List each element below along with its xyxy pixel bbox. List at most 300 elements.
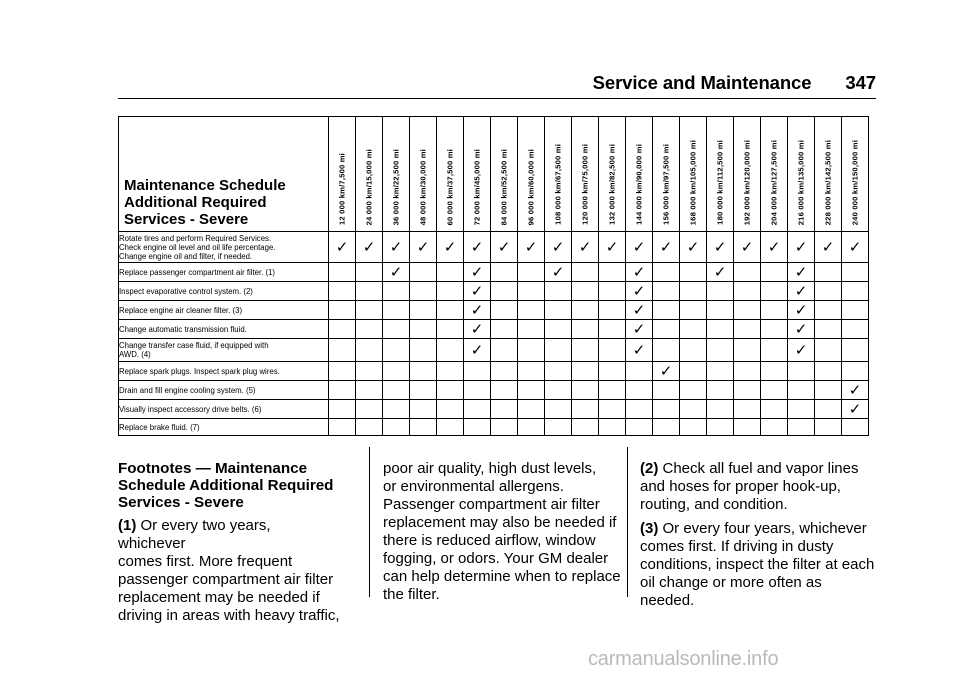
interval-header bbox=[464, 117, 491, 232]
footnotes-title-line: Services - Severe bbox=[118, 494, 244, 511]
empty-cell bbox=[383, 301, 410, 320]
check-mark-icon: ✓ bbox=[329, 232, 356, 263]
check-mark-icon: ✓ bbox=[464, 263, 491, 282]
empty-cell bbox=[734, 263, 761, 282]
footnote-text: there is reduced airflow, window bbox=[383, 532, 596, 549]
empty-cell bbox=[464, 362, 491, 381]
service-description bbox=[119, 362, 329, 381]
interval-header bbox=[761, 117, 788, 232]
empty-cell bbox=[464, 419, 491, 436]
check-mark-icon: ✓ bbox=[518, 232, 545, 263]
check-mark-icon: ✓ bbox=[788, 232, 815, 263]
check-mark-icon: ✓ bbox=[545, 263, 572, 282]
empty-cell bbox=[707, 320, 734, 339]
footnote-number: (1) bbox=[118, 517, 137, 534]
interval-header bbox=[437, 117, 464, 232]
footnote-text: replacement may be needed if bbox=[118, 589, 320, 606]
empty-cell bbox=[329, 282, 356, 301]
empty-cell bbox=[734, 301, 761, 320]
check-mark-icon: ✓ bbox=[788, 282, 815, 301]
empty-cell bbox=[329, 381, 356, 400]
interval-label: 192 000 km/120,000 mi bbox=[742, 139, 752, 225]
interval-label: 60 000 km/37,500 mi bbox=[445, 148, 455, 225]
service-line: Replace engine air cleaner filter. (3) bbox=[119, 305, 243, 315]
empty-cell bbox=[680, 362, 707, 381]
empty-cell bbox=[734, 381, 761, 400]
table-title-line: Services - Severe bbox=[124, 211, 249, 228]
empty-cell bbox=[383, 339, 410, 362]
service-line: AWD. (4) bbox=[119, 350, 151, 359]
interval-label: 228 000 km/142,500 mi bbox=[823, 139, 833, 225]
empty-cell bbox=[761, 362, 788, 381]
footnote-text: driving in areas with heavy traffic, bbox=[118, 607, 340, 624]
empty-cell bbox=[599, 362, 626, 381]
empty-cell bbox=[815, 362, 842, 381]
empty-cell bbox=[329, 400, 356, 419]
empty-cell bbox=[599, 419, 626, 436]
table-header-row bbox=[119, 117, 869, 232]
interval-header bbox=[815, 117, 842, 232]
check-mark-icon: ✓ bbox=[788, 301, 815, 320]
empty-cell bbox=[356, 320, 383, 339]
check-mark-icon: ✓ bbox=[842, 381, 869, 400]
empty-cell bbox=[653, 263, 680, 282]
empty-cell bbox=[329, 362, 356, 381]
interval-label: 240 000 km/150,000 mi bbox=[850, 139, 860, 225]
empty-cell bbox=[734, 339, 761, 362]
check-mark-icon: ✓ bbox=[356, 232, 383, 263]
empty-cell bbox=[680, 320, 707, 339]
empty-cell bbox=[329, 301, 356, 320]
empty-cell bbox=[437, 400, 464, 419]
footnote-text: the filter. bbox=[383, 586, 440, 603]
empty-cell bbox=[545, 301, 572, 320]
table-row bbox=[119, 282, 869, 301]
check-mark-icon: ✓ bbox=[437, 232, 464, 263]
empty-cell bbox=[437, 339, 464, 362]
empty-cell bbox=[734, 320, 761, 339]
empty-cell bbox=[491, 320, 518, 339]
interval-label: 48 000 km/30,000 mi bbox=[418, 148, 428, 225]
empty-cell bbox=[788, 400, 815, 419]
empty-cell bbox=[410, 400, 437, 419]
footnote-text: poor air quality, high dust levels, bbox=[383, 460, 597, 477]
empty-cell bbox=[842, 320, 869, 339]
interval-header bbox=[707, 117, 734, 232]
check-mark-icon: ✓ bbox=[599, 232, 626, 263]
check-mark-icon: ✓ bbox=[464, 339, 491, 362]
check-mark-icon: ✓ bbox=[788, 320, 815, 339]
empty-cell bbox=[653, 301, 680, 320]
empty-cell bbox=[626, 362, 653, 381]
empty-cell bbox=[437, 263, 464, 282]
interval-label: 216 000 km/135,000 mi bbox=[796, 139, 806, 225]
interval-label: 72 000 km/45,000 mi bbox=[472, 148, 482, 225]
empty-cell bbox=[518, 419, 545, 436]
empty-cell bbox=[383, 381, 410, 400]
interval-header bbox=[356, 117, 383, 232]
empty-cell bbox=[410, 362, 437, 381]
footnotes-column-3 bbox=[640, 460, 880, 616]
interval-label: 96 000 km/60,000 mi bbox=[526, 148, 536, 225]
empty-cell bbox=[491, 381, 518, 400]
empty-cell bbox=[707, 362, 734, 381]
empty-cell bbox=[599, 282, 626, 301]
empty-cell bbox=[329, 339, 356, 362]
empty-cell bbox=[518, 320, 545, 339]
empty-cell bbox=[626, 381, 653, 400]
table-row bbox=[119, 400, 869, 419]
watermark: carmanualsonline.info bbox=[588, 648, 779, 670]
maintenance-schedule-table bbox=[118, 116, 869, 436]
interval-label: 108 000 km/67,500 mi bbox=[553, 144, 563, 225]
empty-cell bbox=[410, 320, 437, 339]
footnote-text: comes first. If driving in dusty bbox=[640, 538, 834, 555]
empty-cell bbox=[815, 339, 842, 362]
service-line: Check engine oil level and oil life percentage. bbox=[119, 242, 276, 252]
footnote-text: conditions, inspect the filter at each bbox=[640, 556, 875, 573]
empty-cell bbox=[788, 419, 815, 436]
table-row bbox=[119, 232, 869, 263]
empty-cell bbox=[329, 419, 356, 436]
empty-cell bbox=[356, 362, 383, 381]
interval-header bbox=[842, 117, 869, 232]
column-divider bbox=[369, 447, 370, 597]
check-mark-icon: ✓ bbox=[707, 263, 734, 282]
table-title-line: Additional Required bbox=[124, 194, 267, 211]
footnotes-column-1 bbox=[118, 460, 342, 631]
empty-cell bbox=[734, 400, 761, 419]
check-mark-icon: ✓ bbox=[653, 362, 680, 381]
empty-cell bbox=[761, 301, 788, 320]
empty-cell bbox=[518, 263, 545, 282]
empty-cell bbox=[464, 381, 491, 400]
service-line: Change engine oil and filter, if needed. bbox=[119, 251, 253, 261]
empty-cell bbox=[599, 263, 626, 282]
footnotes-title-line: Footnotes — Maintenance bbox=[118, 460, 308, 477]
empty-cell bbox=[680, 419, 707, 436]
service-description bbox=[119, 282, 329, 301]
interval-header bbox=[599, 117, 626, 232]
table-row bbox=[119, 263, 869, 282]
check-mark-icon: ✓ bbox=[653, 232, 680, 263]
empty-cell bbox=[707, 301, 734, 320]
empty-cell bbox=[437, 381, 464, 400]
table-row bbox=[119, 320, 869, 339]
check-mark-icon: ✓ bbox=[410, 232, 437, 263]
empty-cell bbox=[599, 301, 626, 320]
footnote-1 bbox=[118, 517, 342, 625]
empty-cell bbox=[653, 320, 680, 339]
service-line: Replace brake fluid. (7) bbox=[119, 422, 200, 432]
service-line: Rotate tires and perform Required Services. bbox=[119, 233, 272, 243]
empty-cell bbox=[545, 320, 572, 339]
empty-cell bbox=[356, 400, 383, 419]
empty-cell bbox=[842, 362, 869, 381]
empty-cell bbox=[653, 381, 680, 400]
empty-cell bbox=[653, 339, 680, 362]
empty-cell bbox=[761, 419, 788, 436]
interval-header bbox=[680, 117, 707, 232]
empty-cell bbox=[545, 381, 572, 400]
empty-cell bbox=[464, 400, 491, 419]
empty-cell bbox=[815, 400, 842, 419]
empty-cell bbox=[707, 282, 734, 301]
check-mark-icon: ✓ bbox=[464, 301, 491, 320]
empty-cell bbox=[491, 419, 518, 436]
footnote-text: Or every four years, whichever bbox=[658, 520, 867, 537]
empty-cell bbox=[329, 263, 356, 282]
interval-label: 84 000 km/52,500 mi bbox=[499, 148, 509, 225]
footnote-text: Check all fuel and vapor lines bbox=[658, 460, 859, 477]
footnote-3 bbox=[640, 520, 880, 610]
footnote-text: routing, and condition. bbox=[640, 496, 788, 513]
footnotes-column-2 bbox=[383, 460, 621, 604]
empty-cell bbox=[383, 282, 410, 301]
empty-cell bbox=[410, 282, 437, 301]
interval-label: 144 000 km/90,000 mi bbox=[634, 144, 644, 225]
service-line: Change automatic transmission fluid. bbox=[119, 324, 247, 334]
check-mark-icon: ✓ bbox=[383, 263, 410, 282]
interval-header bbox=[626, 117, 653, 232]
empty-cell bbox=[815, 419, 842, 436]
interval-header bbox=[383, 117, 410, 232]
empty-cell bbox=[842, 339, 869, 362]
check-mark-icon: ✓ bbox=[626, 263, 653, 282]
service-description bbox=[119, 320, 329, 339]
empty-cell bbox=[356, 339, 383, 362]
table-title-line: Maintenance Schedule bbox=[124, 177, 286, 194]
interval-header bbox=[518, 117, 545, 232]
check-mark-icon: ✓ bbox=[464, 320, 491, 339]
empty-cell bbox=[707, 400, 734, 419]
empty-cell bbox=[518, 400, 545, 419]
empty-cell bbox=[626, 419, 653, 436]
footnote-text: and hoses for proper hook-up, bbox=[640, 478, 841, 495]
check-mark-icon: ✓ bbox=[383, 232, 410, 263]
empty-cell bbox=[572, 362, 599, 381]
interval-label: 168 000 km/105,000 mi bbox=[688, 139, 698, 225]
empty-cell bbox=[761, 282, 788, 301]
empty-cell bbox=[599, 339, 626, 362]
empty-cell bbox=[680, 263, 707, 282]
empty-cell bbox=[653, 282, 680, 301]
empty-cell bbox=[329, 320, 356, 339]
check-mark-icon: ✓ bbox=[626, 339, 653, 362]
footnote-text: can help determine when to replace bbox=[383, 568, 621, 585]
check-mark-icon: ✓ bbox=[464, 282, 491, 301]
empty-cell bbox=[680, 282, 707, 301]
empty-cell bbox=[680, 301, 707, 320]
interval-header bbox=[788, 117, 815, 232]
empty-cell bbox=[410, 419, 437, 436]
empty-cell bbox=[383, 320, 410, 339]
header-rule bbox=[118, 98, 876, 99]
empty-cell bbox=[572, 339, 599, 362]
service-line: Change transfer case fluid, if equipped with bbox=[119, 341, 269, 350]
footnote-text: oil change or more often as needed. bbox=[640, 574, 822, 609]
empty-cell bbox=[572, 263, 599, 282]
empty-cell bbox=[545, 282, 572, 301]
empty-cell bbox=[356, 381, 383, 400]
empty-cell bbox=[761, 263, 788, 282]
check-mark-icon: ✓ bbox=[842, 400, 869, 419]
empty-cell bbox=[383, 362, 410, 381]
interval-label: 180 000 km/112,500 mi bbox=[715, 140, 725, 225]
empty-cell bbox=[545, 339, 572, 362]
table-row bbox=[119, 339, 869, 362]
footnote-text: passenger compartment air filter bbox=[118, 571, 334, 588]
footnote-text: comes first. More frequent bbox=[118, 553, 293, 570]
empty-cell bbox=[437, 419, 464, 436]
empty-cell bbox=[545, 400, 572, 419]
empty-cell bbox=[626, 400, 653, 419]
footnote-text: fogging, or odors. Your GM dealer bbox=[383, 550, 609, 567]
empty-cell bbox=[815, 381, 842, 400]
page-header bbox=[593, 72, 876, 94]
empty-cell bbox=[572, 400, 599, 419]
footnotes-title-line: Schedule Additional Required bbox=[118, 477, 334, 494]
empty-cell bbox=[707, 381, 734, 400]
check-mark-icon: ✓ bbox=[626, 282, 653, 301]
empty-cell bbox=[383, 400, 410, 419]
table-row bbox=[119, 381, 869, 400]
empty-cell bbox=[653, 419, 680, 436]
empty-cell bbox=[410, 339, 437, 362]
empty-cell bbox=[788, 362, 815, 381]
empty-cell bbox=[491, 400, 518, 419]
empty-cell bbox=[707, 419, 734, 436]
interval-header bbox=[410, 117, 437, 232]
service-line: Replace spark plugs. Inspect spark plug wires. bbox=[119, 366, 280, 376]
empty-cell bbox=[437, 320, 464, 339]
footnote-text: or environmental allergens. bbox=[383, 478, 564, 495]
page-number: 347 bbox=[845, 72, 876, 93]
empty-cell bbox=[572, 419, 599, 436]
service-description bbox=[119, 232, 329, 263]
interval-header bbox=[572, 117, 599, 232]
empty-cell bbox=[356, 282, 383, 301]
empty-cell bbox=[842, 419, 869, 436]
empty-cell bbox=[491, 282, 518, 301]
table-row bbox=[119, 419, 869, 436]
interval-label: 24 000 km/15,000 mi bbox=[364, 148, 374, 225]
empty-cell bbox=[410, 301, 437, 320]
interval-header bbox=[653, 117, 680, 232]
empty-cell bbox=[491, 339, 518, 362]
check-mark-icon: ✓ bbox=[734, 232, 761, 263]
service-line: Drain and fill engine cooling system. (5) bbox=[119, 385, 256, 395]
empty-cell bbox=[356, 419, 383, 436]
empty-cell bbox=[842, 263, 869, 282]
service-description bbox=[119, 301, 329, 320]
empty-cell bbox=[788, 381, 815, 400]
service-description bbox=[119, 339, 329, 362]
empty-cell bbox=[410, 381, 437, 400]
interval-label: 204 000 km/127,500 mi bbox=[769, 139, 779, 225]
interval-label: 12 000 km/7,500 mi bbox=[337, 153, 347, 225]
empty-cell bbox=[518, 362, 545, 381]
empty-cell bbox=[518, 381, 545, 400]
table-row bbox=[119, 362, 869, 381]
empty-cell bbox=[680, 381, 707, 400]
check-mark-icon: ✓ bbox=[491, 232, 518, 263]
service-description bbox=[119, 381, 329, 400]
empty-cell bbox=[761, 339, 788, 362]
check-mark-icon: ✓ bbox=[464, 232, 491, 263]
empty-cell bbox=[518, 301, 545, 320]
empty-cell bbox=[572, 381, 599, 400]
check-mark-icon: ✓ bbox=[842, 232, 869, 263]
empty-cell bbox=[842, 282, 869, 301]
interval-header bbox=[734, 117, 761, 232]
interval-label: 156 000 km/97,500 mi bbox=[661, 144, 671, 225]
service-description bbox=[119, 400, 329, 419]
empty-cell bbox=[815, 263, 842, 282]
empty-cell bbox=[356, 301, 383, 320]
empty-cell bbox=[734, 362, 761, 381]
empty-cell bbox=[734, 282, 761, 301]
check-mark-icon: ✓ bbox=[761, 232, 788, 263]
service-line: Inspect evaporative control system. (2) bbox=[119, 286, 253, 296]
footnote-text: Passenger compartment air filter bbox=[383, 496, 600, 513]
empty-cell bbox=[491, 362, 518, 381]
column-divider bbox=[627, 447, 628, 597]
interval-header bbox=[545, 117, 572, 232]
empty-cell bbox=[599, 381, 626, 400]
table-title bbox=[119, 117, 329, 232]
empty-cell bbox=[761, 320, 788, 339]
check-mark-icon: ✓ bbox=[788, 263, 815, 282]
empty-cell bbox=[437, 301, 464, 320]
footnote-number: (2) bbox=[640, 460, 659, 477]
empty-cell bbox=[410, 263, 437, 282]
empty-cell bbox=[545, 362, 572, 381]
empty-cell bbox=[761, 400, 788, 419]
empty-cell bbox=[680, 339, 707, 362]
empty-cell bbox=[815, 320, 842, 339]
empty-cell bbox=[842, 301, 869, 320]
empty-cell bbox=[815, 282, 842, 301]
footnote-2 bbox=[640, 460, 880, 514]
table-body bbox=[119, 232, 869, 436]
empty-cell bbox=[518, 339, 545, 362]
empty-cell bbox=[437, 282, 464, 301]
footnote-text: replacement may also be needed if bbox=[383, 514, 617, 531]
empty-cell bbox=[734, 419, 761, 436]
service-line: Visually inspect accessory drive belts. (6) bbox=[119, 404, 262, 414]
empty-cell bbox=[815, 301, 842, 320]
empty-cell bbox=[599, 320, 626, 339]
empty-cell bbox=[545, 419, 572, 436]
interval-header bbox=[329, 117, 356, 232]
service-description bbox=[119, 419, 329, 436]
service-description bbox=[119, 263, 329, 282]
interval-label: 36 000 km/22,500 mi bbox=[391, 148, 401, 225]
empty-cell bbox=[572, 282, 599, 301]
empty-cell bbox=[356, 263, 383, 282]
empty-cell bbox=[572, 320, 599, 339]
interval-label: 132 000 km/82,500 mi bbox=[607, 144, 617, 225]
empty-cell bbox=[383, 419, 410, 436]
service-line: Replace passenger compartment air filter. (1) bbox=[119, 267, 276, 277]
check-mark-icon: ✓ bbox=[626, 232, 653, 263]
check-mark-icon: ✓ bbox=[707, 232, 734, 263]
empty-cell bbox=[653, 400, 680, 419]
check-mark-icon: ✓ bbox=[626, 320, 653, 339]
empty-cell bbox=[599, 400, 626, 419]
interval-label: 120 000 km/75,000 mi bbox=[580, 144, 590, 225]
